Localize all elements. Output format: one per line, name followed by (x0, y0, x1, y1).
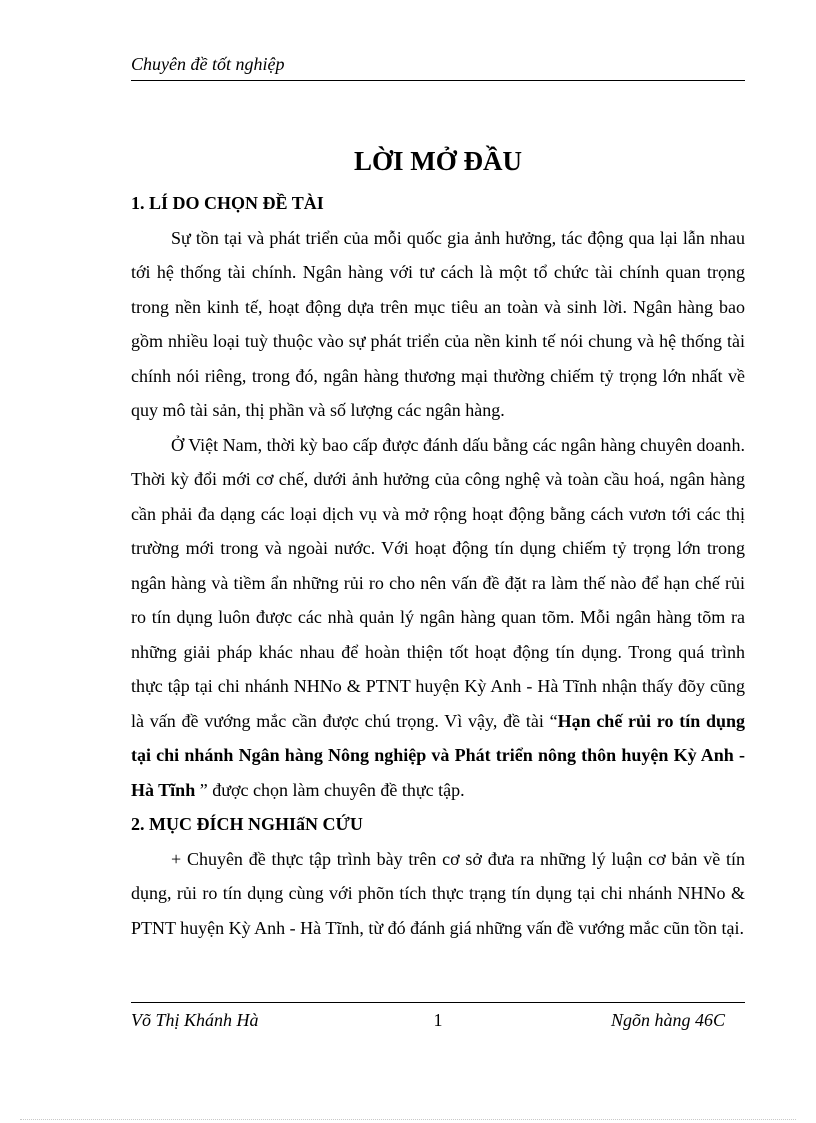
section-heading-1: 1. LÍ DO CHỌN ĐỀ TÀI (131, 193, 324, 213)
paragraph-2-text-end: ” được chọn làm chuyên đề thực tập. (195, 779, 465, 800)
footer-department: Ngõn hàng 46C (610, 1010, 725, 1030)
header-divider (131, 80, 745, 81)
document-body (131, 186, 745, 945)
page-title: LỜI MỞ ĐẦU (354, 146, 522, 176)
footer-divider (131, 1002, 745, 1003)
paragraph-2-text-start: Ở Việt Nam, thời kỳ bao cấp được đánh dấu bằng các ngân hàng chuyên doanh. Thời kỳ đổi mới cơ chế, dưới ảnh hưởng của công nghệ và toàn cầu hoá, ngân hàng cần phải đa dạng các loại dịch vụ và mở rộng hoạt động bằng cách vươn tới các thị trường mới trong và ngoài nước. Với hoạt động tín dụng chiếm tỷ trọng lớn trong ngân hàng và tiềm ẩn những rủi ro cho nên vấn đề đặt ra làm thế nào để hạn chế rủi ro tín dụng luôn được các nhà quản lý ngân hàng quan tõm. Mỗi ngân hàng tõm ra những giải pháp khác nhau để hoàn thiện tốt hoạt động tín dụng. Trong quá trình thực tập tại chi nhánh NHNo & PTNT huyện Kỳ Anh - Hà Tĩnh nhận thấy đõy cũng là vấn đề vướng mắc cần được chú trọng. Vì vậy, đề tài “ (131, 434, 745, 731)
page-number: 1 (433, 1010, 443, 1030)
paragraph-2 (131, 428, 745, 808)
page-header: Chuyên đề tốt nghiệp (131, 54, 285, 74)
page-footer (131, 1006, 745, 1034)
paragraph-3: + Chuyên đề thực tập trình bày trên cơ sở đưa ra những lý luận cơ bản về tín dụng, rủi ro tín dụng cùng với phõn tích thực trạng tín dụng tại chi nhánh NHNo & PTNT huyện Kỳ Anh - Hà Tĩnh, từ đó đánh giá những vấn đề vướng mắc cũn tồn tại. (131, 848, 745, 938)
paragraph-1: Sự tồn tại và phát triển của mỗi quốc gia ảnh hưởng, tác động qua lại lẫn nhau tới hệ thống tài chính. Ngân hàng với tư cách là một tổ chức tài chính quan trọng trong nền kinh tế, hoạt động dựa trên mục tiêu an toàn và sinh lời. Ngân hàng bao gồm nhiều loại tuỳ thuộc vào sự phát triển của nền kinh tế nói chung và hệ thống tài chính nói riêng, trong đó, ngân hàng thương mại thường chiếm tỷ trọng lớn nhất về quy mô tài sản, thị phần và số lượng các ngân hàng. (131, 227, 745, 420)
footer-author: Võ Thị Khánh Hà (131, 1010, 259, 1030)
thesis-topic-title: Hạn chế rủi ro tín dụng tại chi nhánh Ngân hàng Nông nghiệp và Phát triển nông thôn huyện Kỳ Anh - Hà Tĩnh (131, 710, 745, 800)
section-heading-2: 2. MỤC ĐÍCH NGHIấN CỨU (131, 814, 363, 834)
page-bottom-dotted-edge (20, 1119, 796, 1120)
